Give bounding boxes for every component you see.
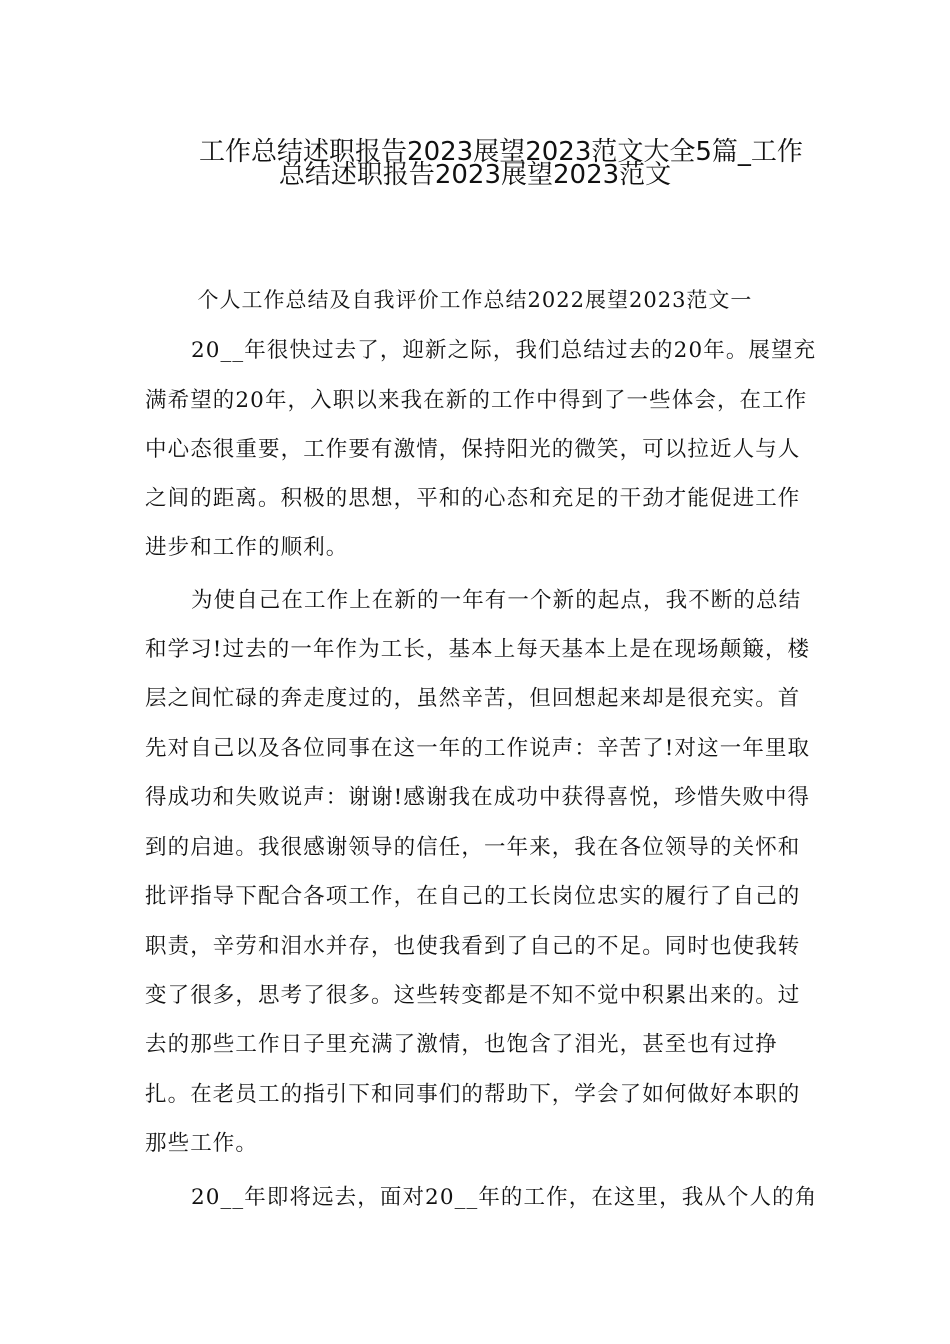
- paragraph-line: 和学习!过去的一年作为工长，基本上每天基本上是在现场颠簸，楼: [145, 637, 811, 662]
- document-title-line-2: 总结述职报告2023展望2023范文: [278, 160, 672, 190]
- paragraph-line: 批评指导下配合各项工作，在自己的工长岗位忠实的履行了自己的: [145, 884, 801, 909]
- paragraph-line: 扎。在老员工的指引下和同事们的帮助下，学会了如何做好本职的: [145, 1082, 801, 1107]
- paragraph-line: 那些工作。: [145, 1131, 259, 1156]
- paragraph-line: 满希望的20年，入职以来我在新的工作中得到了一些体会，在工作: [145, 388, 808, 413]
- section-heading: 个人工作总结及自我评价工作总结2022展望2023范文一: [197, 288, 753, 312]
- paragraph-line: 中心态很重要，工作要有激情，保持阳光的微笑，可以拉近人与人: [145, 437, 801, 462]
- paragraph-line: 职责，辛劳和泪水并存，也使我看到了自己的不足。同时也使我转: [145, 934, 801, 959]
- paragraph-line: 20__年很快过去了，迎新之际，我们总结过去的20年。展望充: [191, 338, 817, 363]
- paragraph-line: 之间的距离。积极的思想，平和的心态和充足的干劲才能促进工作: [145, 486, 801, 511]
- paragraph-line: 得成功和失败说声：谢谢!感谢我在成功中获得喜悦，珍惜失败中得: [145, 785, 811, 810]
- paragraph-line: 变了很多，思考了很多。这些转变都是不知不觉中积累出来的。过: [145, 983, 801, 1008]
- paragraph-line: 进步和工作的顺利。: [145, 535, 349, 560]
- paragraph-line: 为使自己在工作上在新的一年有一个新的起点，我不断的总结: [191, 588, 802, 613]
- paragraph-line: 到的启迪。我很感谢领导的信任，一年来，我在各位领导的关怀和: [145, 835, 801, 860]
- document-title-line-1: 工作总结述职报告2023展望2023范文大全5篇_工作: [199, 137, 803, 167]
- paragraph-line: 层之间忙碌的奔走度过的，虽然辛苦，但回想起来却是很充实。首: [145, 686, 801, 711]
- paragraph-line: 先对自己以及各位同事在这一年的工作说声：辛苦了!对这一年里取: [145, 736, 811, 761]
- paragraph-line: 去的那些工作日子里充满了激情，也饱含了泪光，甚至也有过挣: [145, 1032, 778, 1057]
- paragraph-line: 20__年即将远去，面对20__年的工作，在这里，我从个人的角: [191, 1185, 818, 1210]
